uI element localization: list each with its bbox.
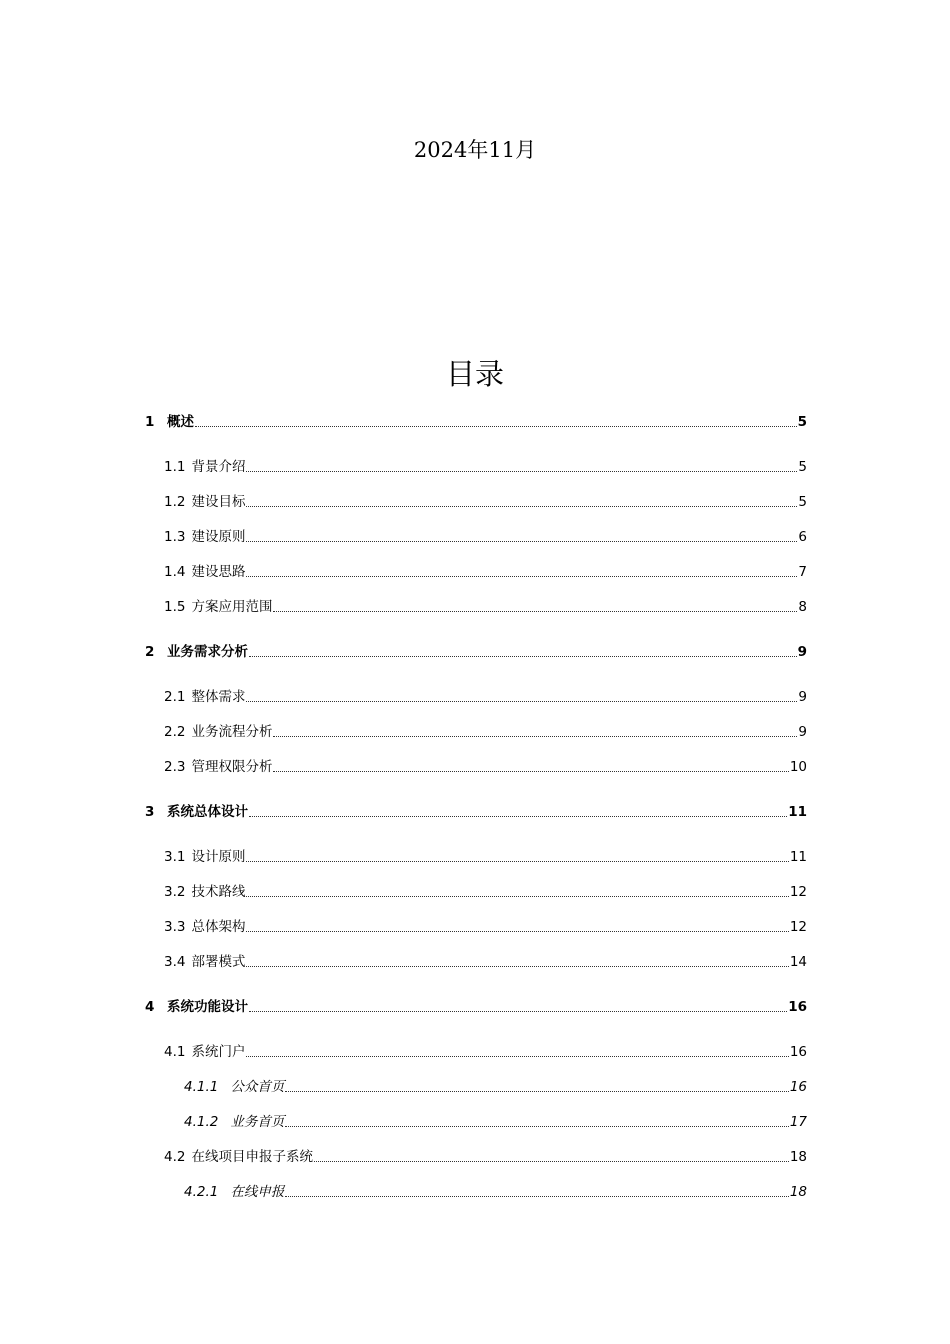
toc-dot-leader (246, 576, 797, 577)
toc-dot-leader (195, 426, 797, 427)
toc-entry[interactable] (145, 1108, 807, 1132)
toc-entry-number: 1.5 (164, 599, 186, 615)
toc-entry[interactable] (145, 718, 807, 742)
toc-entry[interactable] (145, 593, 807, 617)
toc-entry-page: 18 (789, 1184, 807, 1200)
toc-entry[interactable] (145, 993, 807, 1017)
toc-entry-number: 4.2.1 (184, 1184, 219, 1200)
toc-entry[interactable] (145, 1143, 807, 1167)
toc-entry-title: 建设原则 (191, 529, 246, 545)
toc-entry-title: 技术路线 (191, 884, 246, 900)
toc-entry[interactable] (145, 488, 807, 512)
toc-dot-leader (273, 736, 797, 737)
toc-entry-number: 4.2 (164, 1149, 186, 1165)
toc-dot-leader (246, 701, 797, 702)
toc-dot-leader (314, 1161, 789, 1162)
toc-entry-number: 3.1 (164, 849, 186, 865)
toc-entry[interactable] (145, 798, 807, 822)
toc-entry[interactable] (145, 913, 807, 937)
toc-entry-title: 方案应用范围 (191, 599, 273, 615)
toc-entry-page: 16 (789, 1044, 807, 1060)
toc-entry-number: 3 (145, 804, 155, 820)
toc-entry[interactable] (145, 843, 807, 867)
toc-dot-leader (246, 541, 797, 542)
toc-dot-leader (249, 656, 797, 657)
toc-entry-title: 建设目标 (191, 494, 246, 510)
toc-entry-number: 2.2 (164, 724, 186, 740)
toc-dot-leader (285, 1091, 788, 1092)
toc-dot-leader (246, 896, 788, 897)
toc-entry-title: 系统总体设计 (167, 804, 248, 820)
toc-entry-title: 整体需求 (191, 689, 246, 705)
toc-entry-number: 2 (145, 644, 155, 660)
toc-entry-number: 4 (145, 999, 155, 1015)
toc-dot-leader (249, 1011, 787, 1012)
toc-entry-title: 在线项目申报子系统 (191, 1149, 313, 1165)
toc-dot-leader (285, 1196, 788, 1197)
toc-entry-page: 5 (798, 494, 807, 510)
toc-entry-title: 业务流程分析 (191, 724, 273, 740)
toc-entry[interactable] (145, 523, 807, 547)
toc-entry-number: 1.3 (164, 529, 186, 545)
toc-entry-number: 4.1.1 (184, 1079, 219, 1095)
toc-entry-title: 业务首页 (230, 1114, 285, 1130)
toc-entry-number: 1.4 (164, 564, 186, 580)
toc-entry[interactable] (145, 408, 807, 432)
toc-dot-leader (285, 1126, 788, 1127)
toc-entry[interactable] (145, 1178, 807, 1202)
toc-entry-page: 11 (789, 849, 807, 865)
toc-entry[interactable] (145, 1073, 807, 1097)
toc-entry-page: 9 (797, 644, 807, 660)
toc-entry-page: 5 (797, 414, 807, 430)
toc-entry-number: 3.3 (164, 919, 186, 935)
toc-entry-title: 背景介绍 (191, 459, 246, 475)
toc-entry-page: 18 (789, 1149, 807, 1165)
toc-entry-page: 7 (798, 564, 807, 580)
toc-entry-number: 3.4 (164, 954, 186, 970)
toc-entry[interactable] (145, 948, 807, 972)
toc-dot-leader (246, 931, 788, 932)
toc-entry-page: 5 (798, 459, 807, 475)
toc-entry-title: 管理权限分析 (191, 759, 273, 775)
toc-entry-number: 2.3 (164, 759, 186, 775)
toc-entry-number: 3.2 (164, 884, 186, 900)
toc-entry-title: 建设思路 (191, 564, 246, 580)
toc-entry-title: 概述 (167, 414, 194, 430)
toc-entry-page: 16 (789, 1079, 807, 1095)
toc-dot-leader (246, 471, 797, 472)
toc-dot-leader (273, 771, 788, 772)
toc-entry[interactable] (145, 1038, 807, 1062)
toc-entry-number: 1.2 (164, 494, 186, 510)
toc-entry-title: 在线申报 (230, 1184, 285, 1200)
toc-dot-leader (273, 611, 797, 612)
toc-entry[interactable] (145, 683, 807, 707)
toc-entry-page: 10 (789, 759, 807, 775)
toc-entry-page: 12 (789, 919, 807, 935)
toc-entry[interactable] (145, 638, 807, 662)
toc-entry[interactable] (145, 878, 807, 902)
toc-entry-number: 4.1 (164, 1044, 186, 1060)
toc-entry-page: 8 (798, 599, 807, 615)
toc-entry-number: 4.1.2 (184, 1114, 219, 1130)
toc-entry[interactable] (145, 753, 807, 777)
toc-entry-page: 9 (798, 724, 807, 740)
toc-dot-leader (246, 861, 788, 862)
toc-entry-title: 业务需求分析 (167, 644, 248, 660)
toc-entry-number: 1.1 (164, 459, 186, 475)
toc-title: 目录 (445, 357, 504, 391)
toc-entry-title: 部署模式 (191, 954, 246, 970)
toc-entry-title: 总体架构 (191, 919, 246, 935)
document-date: 2024年11月 (413, 138, 537, 162)
toc-entry-page: 17 (789, 1114, 807, 1130)
toc-entry[interactable] (145, 453, 807, 477)
toc-entry-page: 12 (789, 884, 807, 900)
toc-entry-page: 16 (788, 999, 807, 1015)
toc-entry-title: 系统门户 (191, 1044, 246, 1060)
toc-entry-number: 2.1 (164, 689, 186, 705)
toc-dot-leader (249, 816, 787, 817)
toc-entry-number: 1 (145, 414, 155, 430)
toc-dot-leader (246, 966, 788, 967)
toc-entry-title: 系统功能设计 (167, 999, 248, 1015)
toc-dot-leader (246, 1056, 788, 1057)
toc-entry-page: 9 (798, 689, 807, 705)
toc-entry-page: 14 (789, 954, 807, 970)
toc-entry[interactable] (145, 558, 807, 582)
toc-entry-title: 设计原则 (191, 849, 246, 865)
toc-entry-page: 11 (788, 804, 807, 820)
toc-dot-leader (246, 506, 797, 507)
toc-entry-title: 公众首页 (230, 1079, 285, 1095)
toc-entry-page: 6 (798, 529, 807, 545)
